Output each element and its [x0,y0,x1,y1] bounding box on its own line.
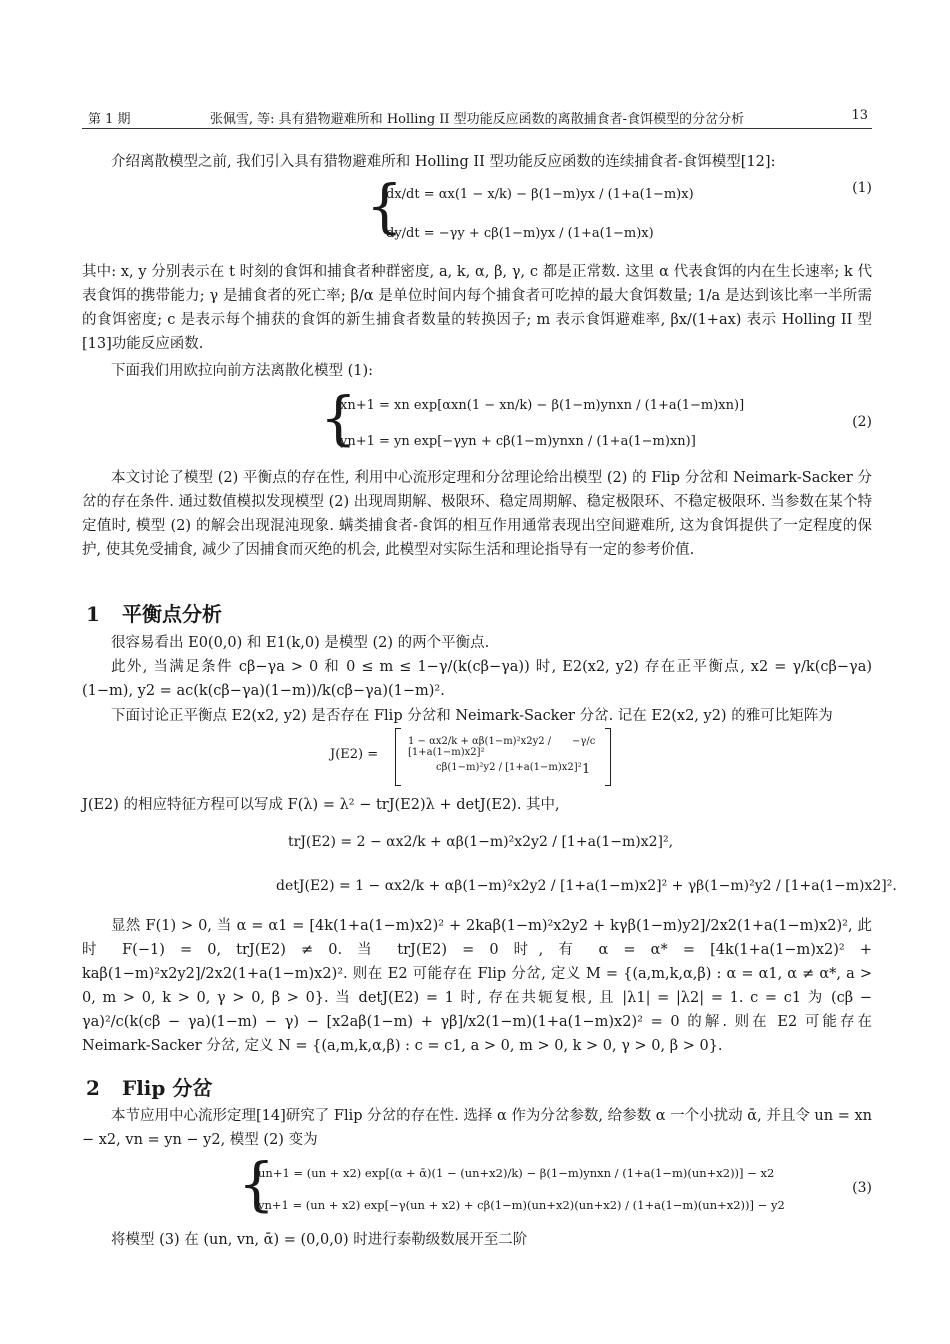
eq1-line2: dy/dt = −γy + cβ(1−m)yx / (1+a(1−m)x) [386,226,654,241]
eq1-brace: { [366,172,403,240]
characteristic-equation-paragraph: J(E2) 的相应特征方程可以写成 F(λ) = λ² − trJ(E2)λ + detJ(E2). 其中, [82,797,560,813]
jacobian-a21: cβ(1−m)²y2 / [1+a(1−m)x2]² [436,762,582,773]
parameter-paragraph: 其中: x, y 分别表示在 t 时刻的食饵和捕食者种群密度, a, k, α, β, γ, c 都是正常数. 这里 α 代表食饵的内在生长速率; k 代表食饵的携带能力; γ 是捕食者的死亡率; β/α 是单位时间内每个捕食者可吃掉的最大食饵数量; 1/a 是达到该比率一半所需的食饵密度; c 是表示每个捕获的食饵的新生捕食者数量的转换因子; m 表示食饵避难率, βx/(1+ax) 表示 Holling II 型[13]功能反应函数. [82,264,872,352]
eq2-brace: { [320,384,357,452]
jacobian-a22: 1 [582,762,591,777]
eq1-number: (1) [852,180,872,196]
eq2-number: (2) [852,414,872,430]
taylor-paragraph: 将模型 (3) 在 (un, vn, ᾱ) = (0,0,0) 时进行泰勒级数展开至二阶 [111,1232,528,1248]
page-number: 13 [851,108,868,123]
issue-number: 第 1 期 [88,112,131,127]
section-2-number: 2 [86,1076,100,1100]
eq3-line1: un+1 = (un + x2) exp[(α + ᾱ)(1 − (un+x2)/k) − β(1−m)ynxn / (1+a(1−m)(un+x2))] − x2 [258,1166,775,1180]
trace-equation: trJ(E2) = 2 − αx2/k + αβ(1−m)²x2y2 / [1+a(1−m)x2]², [288,834,674,850]
determinant-equation: detJ(E2) = 1 − αx2/k + αβ(1−m)²x2y2 / [1+a(1−m)x2]² + γβ(1−m)²y2 / [1+a(1−m)x2]². [276,878,897,894]
jacobian-matrix [395,728,611,786]
section-1-heading [86,598,222,627]
eq3-number: (3) [852,1180,872,1196]
section-2-title: Flip 分岔 [122,1076,213,1100]
summary-paragraph: 本文讨论了模型 (2) 平衡点的存在性, 利用中心流形定理和分岔理论给出模型 (2) 的 Flip 分岔和 Neimark-Sacker 分岔的存在条件. 通过数值模拟发现模型 (2) 出现周期解、极限环、稳定周期解、稳定极限环、不稳定极限环. 当参数在某个特定值时, 模型 (2) 的解会出现混沌现象. 螨类捕食者-食饵的相互作用通常表现出空间避难所, 这为食饵提供了一定程度的保护, 使其免受捕食, 减少了因捕食而灭绝的机会, 此模型对实际生活和理论指导有一定的参考价值. [82,470,872,558]
eq3-brace: { [238,1150,275,1218]
intro-paragraph: 介绍离散模型之前, 我们引入具有猎物避难所和 Holling II 型功能反应函数的连续捕食者-食饵模型[12]: [111,154,776,170]
jacobian-lhs: J(E2) = [330,747,379,762]
section-1-para-b: 此外, 当满足条件 cβ−γa > 0 和 0 ≤ m ≤ 1−γ/(k(cβ−γa)) 时, E2(x2, y2) 存在正平衡点, x2 = γ/k(cβ−γa)(1−m), y2 = ac(k(cβ−γa)(1−m))/k(cβ−γa)(1−m)². [82,659,872,699]
section-1-para-c: 下面讨论正平衡点 E2(x2, y2) 是否存在 Flip 分岔和 Neimark-Sacker 分岔. 记在 E2(x2, y2) 的雅可比矩阵为 [111,708,833,724]
eq1-line1: dx/dt = αx(1 − x/k) − β(1−m)yx / (1+a(1−m)x) [386,187,694,202]
running-title: 张佩雪, 等: 具有猎物避难所和 Holling II 型功能反应函数的离散捕食者-食饵模型的分岔分析 [209,112,745,127]
eq2-line2: yn+1 = yn exp[−γyn + cβ(1−m)ynxn / (1+a(1−m)xn)] [340,434,696,449]
section-1-number: 1 [86,602,100,626]
eq3-line2: vn+1 = (un + x2) exp[−γ(un + x2) + cβ(1−m)(un+x2)(un+x2) / (1+a(1−m)(un+x2))] − y2 [258,1198,785,1212]
euler-paragraph: 下面我们用欧拉向前方法离散化模型 (1): [111,363,374,379]
running-header [82,108,872,129]
jacobian-a12: −γ/c [572,736,596,747]
section-1-para-a: 很容易看出 E0(0,0) 和 E1(k,0) 是模型 (2) 的两个平衡点. [111,635,490,651]
section-2-heading [86,1072,212,1101]
eq2-line1: xn+1 = xn exp[αxn(1 − xn/k) − β(1−m)ynxn / (1+a(1−m)xn)] [340,398,745,413]
jacobian-a11: 1 − αx2/k + αβ(1−m)²x2y2 / [1+a(1−m)x2]² [408,736,552,758]
section-1-title: 平衡点分析 [122,602,222,626]
section-2-paragraph: 本节应用中心流形定理[14]研究了 Flip 分岔的存在性. 选择 α 作为分岔参数, 给参数 α 一个小扰动 ᾱ, 并且令 un = xn − x2, vn = yn − y2, 模型 (2) 变为 [82,1108,872,1148]
bifurcation-conditions-paragraph: 显然 F(1) > 0, 当 α = α1 = [4k(1+a(1−m)x2)² + 2kaβ(1−m)²x2y2 + kγβ(1−m)y2]/2x2(1+a(1−m)x2)², 此时 F(−1) = 0, trJ(E2) ≠ 0. 当 trJ(E2) = 0 时, 有 α = α* = [4k(1+a(1−m)x2)² + kaβ(1−m)²x2y2]/2x2(1+a(1−m)x2)². 则在 E2 可能存在 Flip 分岔, 定义 M = {(a,m,k,α,β) : α = α1, α ≠ α*, a > 0, m > 0, k > 0, γ > 0, β > 0}. 当 detJ(E2) = 1 时, 存在共轭复根, 且 |λ1| = |λ2| = 1. c = c1 为 (cβ − γa)²/c(k(cβ − γa)(1−m) − γ) − [x2aβ(1−m) + γβ]/x2(1−m)(1+a(1−m)x2)² = 0 的解. 则在 E2 可能存在 Neimark-Sacker 分岔, 定义 N = {(a,m,k,α,β) : c = c1, a > 0, m > 0, k > 0, γ > 0, β > 0}. [82,918,872,1054]
